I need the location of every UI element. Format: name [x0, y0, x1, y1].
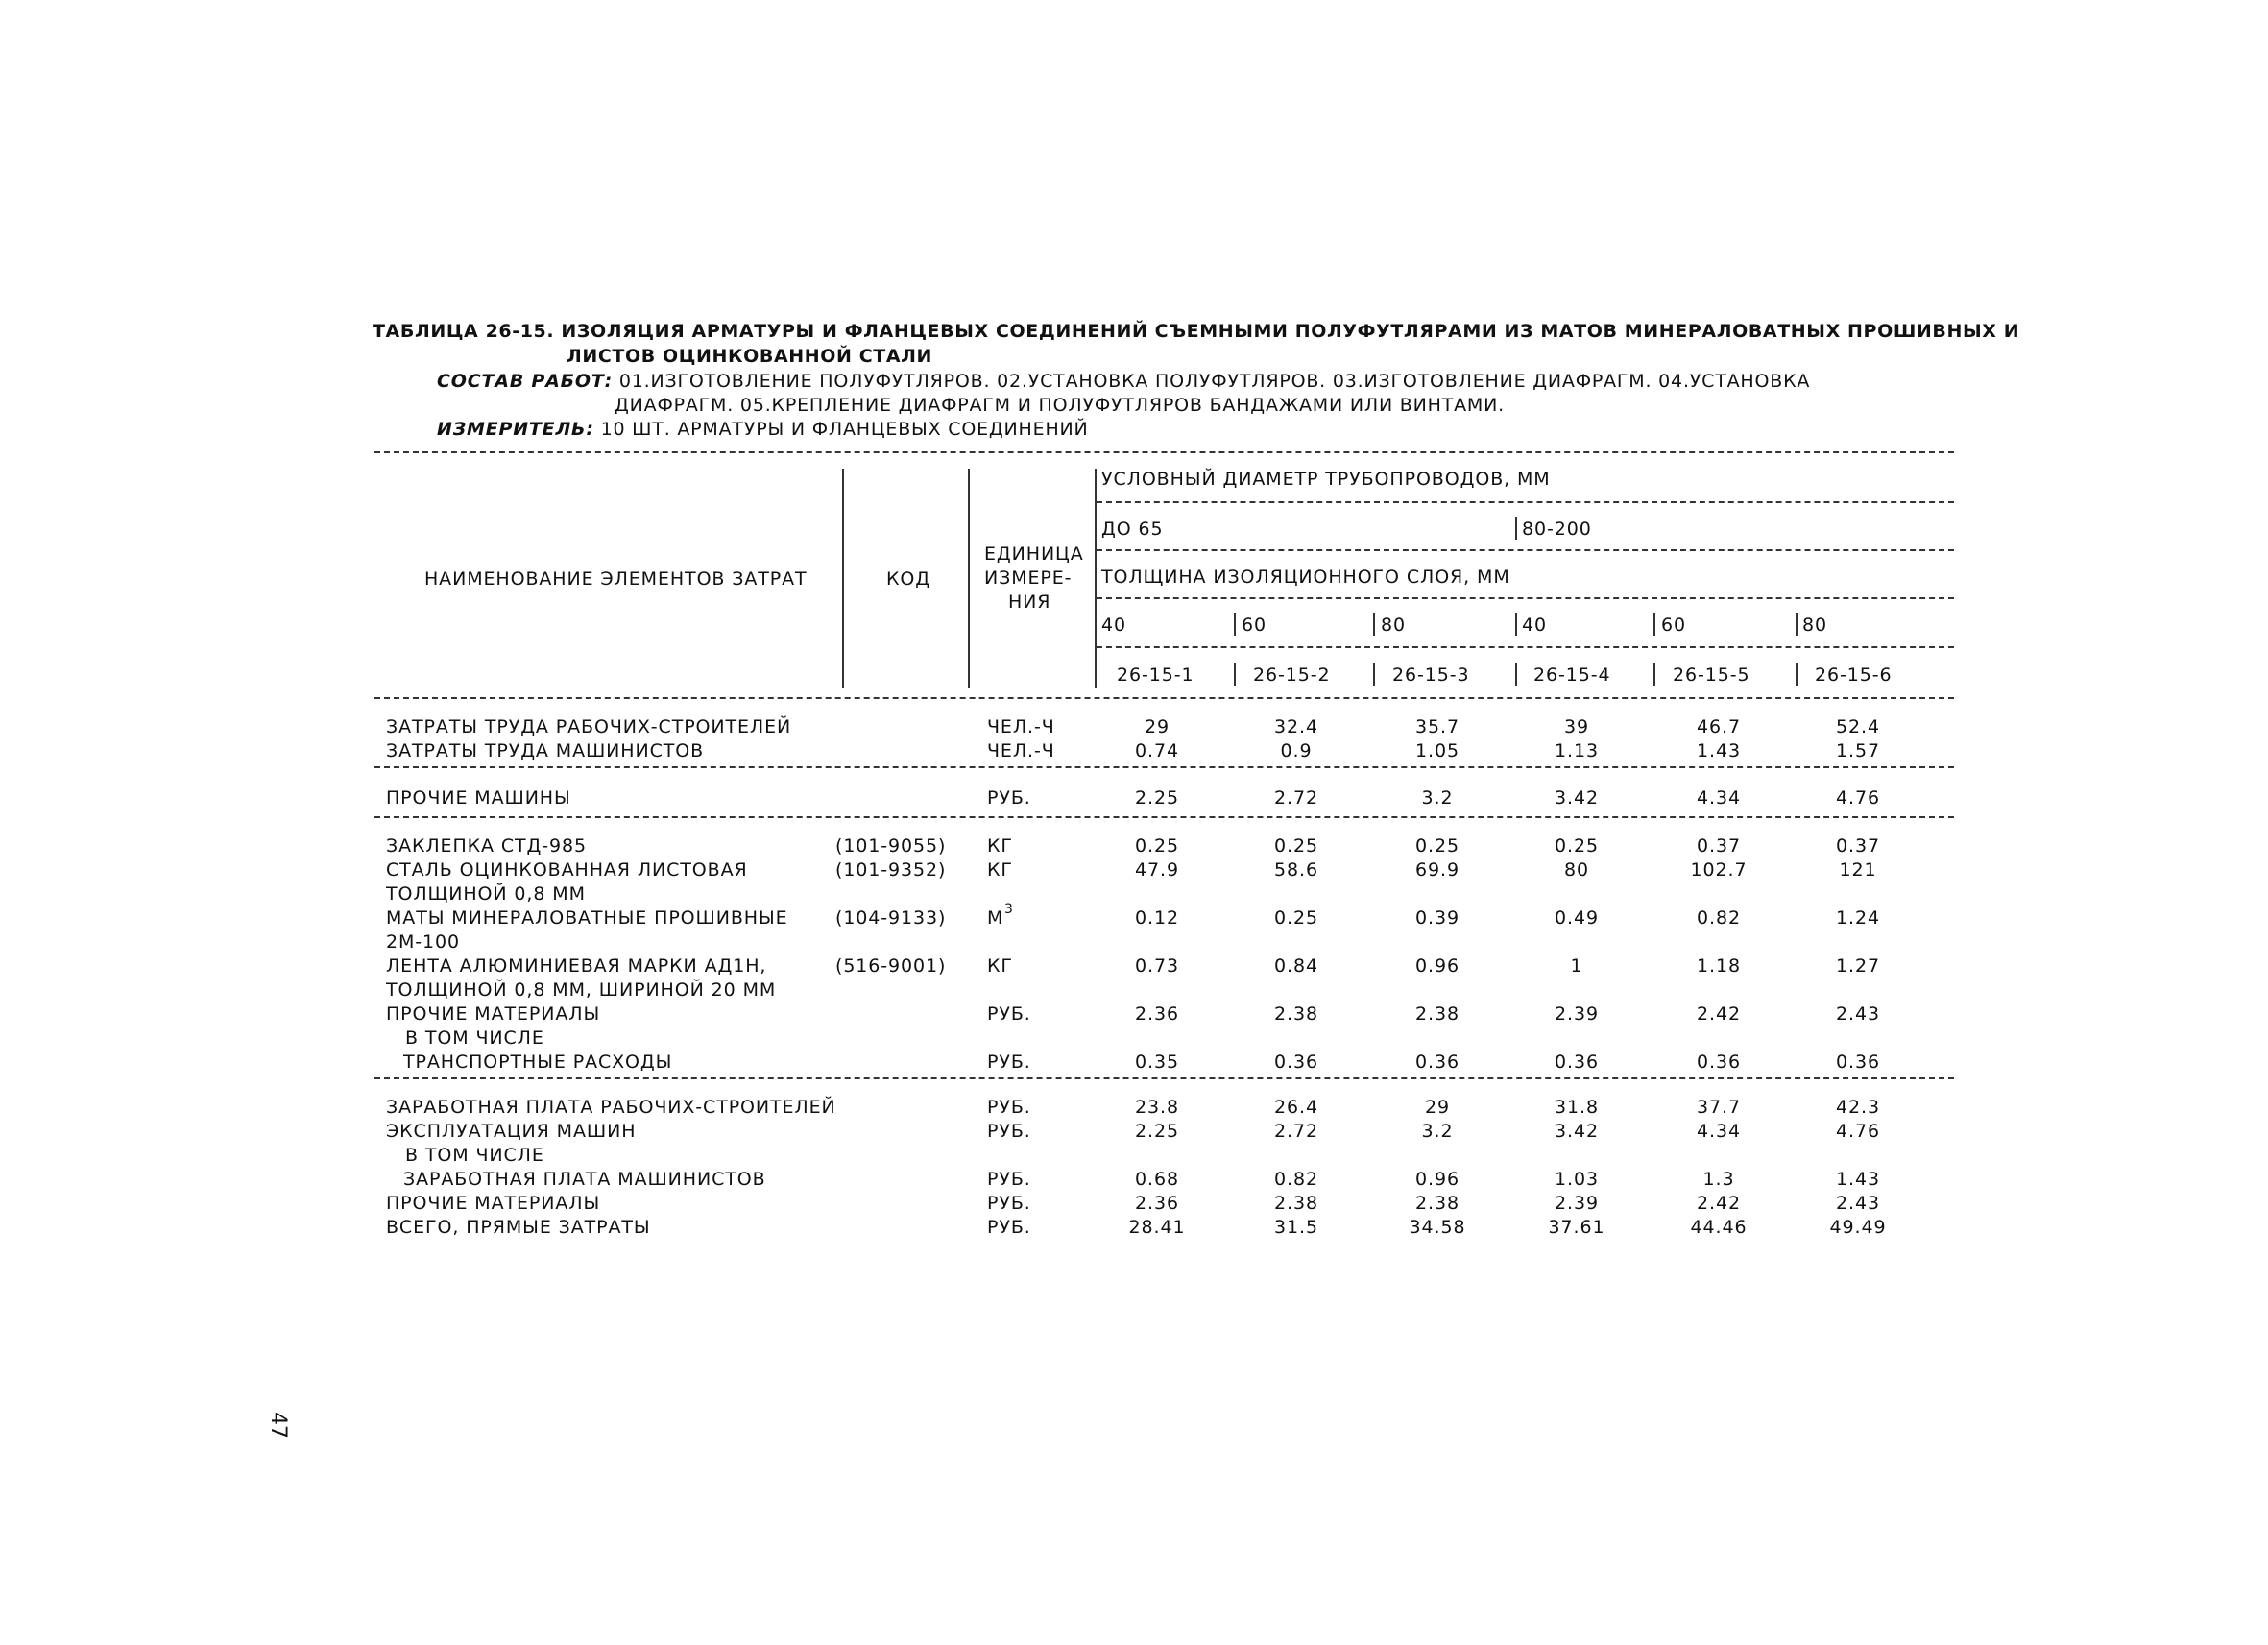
- diam-group-1: ДО 65: [1101, 519, 1164, 540]
- row-value: 121: [1839, 859, 1877, 881]
- row-name: МАТЫ МИНЕРАЛОВАТНЫЕ ПРОШИВНЫЕ: [386, 907, 788, 929]
- row-name-continued: В ТОМ ЧИСЛЕ: [405, 1028, 544, 1049]
- row-name: ЗАРАБОТНАЯ ПЛАТА МАШИНИСТОВ: [403, 1169, 766, 1190]
- table-title-continued: ЛИСТОВ ОЦИНКОВАННОЙ СТАЛИ: [567, 346, 933, 367]
- row-value: 0.49: [1555, 907, 1599, 929]
- row-value: 4.76: [1836, 1121, 1880, 1142]
- row-value: 58.6: [1274, 859, 1318, 881]
- vbar-t4: [1515, 613, 1517, 636]
- row-value: 44.46: [1690, 1217, 1748, 1238]
- col-header-unit-3: НИЯ: [1008, 592, 1051, 613]
- diameter-header: УСЛОВНЫЙ ДИАМЕТР ТРУБОПРОВОДОВ, ММ: [1101, 469, 1551, 490]
- row-value: 1.03: [1555, 1169, 1599, 1190]
- work-composition-label: СОСТАВ РАБОТ:: [437, 371, 614, 392]
- row-value: 0.36: [1697, 1052, 1741, 1073]
- row-name: ЭКСПЛУАТАЦИЯ МАШИН: [386, 1121, 637, 1142]
- row-value: 0.36: [1836, 1052, 1880, 1073]
- row-unit-sup: 3: [1004, 902, 1014, 917]
- row-value: 52.4: [1836, 716, 1880, 738]
- row-value: 0.39: [1415, 907, 1460, 929]
- row-unit: М: [987, 907, 1004, 929]
- row-value: 0.37: [1836, 835, 1880, 857]
- row-value: 0.74: [1135, 740, 1179, 762]
- page-number: 47: [266, 1412, 290, 1439]
- row-unit: РУБ.: [987, 1217, 1031, 1238]
- vbar-t5: [1653, 613, 1655, 636]
- row-value: 69.9: [1415, 859, 1460, 881]
- row-value: 0.25: [1135, 835, 1179, 857]
- row-value: 1.3: [1702, 1169, 1735, 1190]
- row-value: 0.9: [1280, 740, 1313, 762]
- row-name: ПРОЧИЕ МАТЕРИАЛЫ: [386, 1004, 601, 1025]
- rule-diam: [1097, 501, 1954, 503]
- row-value: 0.82: [1274, 1169, 1318, 1190]
- row-value: 2.38: [1274, 1193, 1318, 1214]
- row-unit: ЧЕЛ.-Ч: [987, 716, 1055, 738]
- row-value: 0.82: [1697, 907, 1741, 929]
- col-header-unit-2: ИЗМЕРЕ-: [984, 568, 1073, 589]
- rule-top: [374, 451, 1954, 453]
- rule-header-bottom: [374, 697, 1954, 699]
- row-name: ЗАРАБОТНАЯ ПЛАТА РАБОЧИХ-СТРОИТЕЛЕЙ: [386, 1097, 836, 1118]
- row-name: ЗАТРАТЫ ТРУДА РАБОЧИХ-СТРОИТЕЛЕЙ: [386, 716, 792, 738]
- row-value: 102.7: [1690, 859, 1748, 881]
- row-name-continued: ТОЛЩИНОЙ 0,8 ММ, ШИРИНОЙ 20 ММ: [386, 980, 777, 1001]
- rule-group: [1097, 549, 1954, 551]
- row-value: 39: [1564, 716, 1589, 738]
- row-value: 2.42: [1697, 1004, 1741, 1025]
- table-code-3: 26-15-3: [1392, 665, 1470, 686]
- row-value: 0.36: [1555, 1052, 1599, 1073]
- vbar-c3: [1373, 663, 1375, 686]
- row-value: 80: [1564, 859, 1589, 881]
- row-value: 29: [1425, 1097, 1450, 1118]
- row-value: 1.05: [1415, 740, 1460, 762]
- thick-4: 40: [1522, 615, 1547, 636]
- row-value: 1.18: [1697, 956, 1741, 977]
- table-code-2: 26-15-2: [1253, 665, 1331, 686]
- vbar-t6: [1796, 613, 1798, 636]
- row-value: 0.68: [1135, 1169, 1179, 1190]
- row-value: 46.7: [1697, 716, 1741, 738]
- row-value: 23.8: [1135, 1097, 1179, 1118]
- col-header-unit-1: ЕДИНИЦА: [984, 544, 1084, 565]
- row-unit: ЧЕЛ.-Ч: [987, 740, 1055, 762]
- row-value: 2.39: [1555, 1193, 1599, 1214]
- row-value: 0.36: [1415, 1052, 1460, 1073]
- row-value: 31.8: [1555, 1097, 1599, 1118]
- row-name: ВСЕГО, ПРЯМЫЕ ЗАТРАТЫ: [386, 1217, 651, 1238]
- row-name-continued: В ТОМ ЧИСЛЕ: [405, 1145, 544, 1166]
- vbar-c6: [1796, 663, 1798, 686]
- row-unit: РУБ.: [987, 1052, 1031, 1073]
- rule-vals: [1097, 646, 1954, 648]
- row-value: 2.38: [1415, 1004, 1460, 1025]
- vbar-c4: [1515, 663, 1517, 686]
- work-composition-continued: ДИАФРАГМ. 05.КРЕПЛЕНИЕ ДИАФРАГМ И ПОЛУФУТЛЯРОВ БАНДАЖАМИ ИЛИ ВИНТАМИ.: [615, 395, 1505, 416]
- vbar-c5: [1653, 663, 1655, 686]
- thickness-header: ТОЛЩИНА ИЗОЛЯЦИОННОГО СЛОЯ, ММ: [1101, 567, 1510, 588]
- row-value: 2.72: [1274, 787, 1318, 809]
- row-value: 3.2: [1421, 1121, 1454, 1142]
- row-unit: РУБ.: [987, 1193, 1031, 1214]
- row-unit: РУБ.: [987, 1097, 1031, 1118]
- col-header-name: НАИМЕНОВАНИЕ ЭЛЕМЕНТОВ ЗАТРАТ: [424, 568, 808, 590]
- row-value: 37.7: [1697, 1097, 1741, 1118]
- row-value: 2.38: [1415, 1193, 1460, 1214]
- row-value: 0.73: [1135, 956, 1179, 977]
- row-value: 29: [1145, 716, 1170, 738]
- row-value: 3.42: [1555, 1121, 1599, 1142]
- row-name: ЗАКЛЕПКА СТД-985: [386, 835, 588, 857]
- row-value: 49.49: [1829, 1217, 1887, 1238]
- row-value: 2.39: [1555, 1004, 1599, 1025]
- row-value: 47.9: [1135, 859, 1179, 881]
- row-value: 1.43: [1697, 740, 1741, 762]
- row-value: 1.57: [1836, 740, 1880, 762]
- row-unit: РУБ.: [987, 1004, 1031, 1025]
- row-value: 1.24: [1836, 907, 1880, 929]
- row-value: 2.43: [1836, 1193, 1880, 1214]
- row-value: 2.72: [1274, 1121, 1318, 1142]
- table-code-6: 26-15-6: [1815, 665, 1893, 686]
- row-unit: КГ: [987, 859, 1013, 881]
- diam-group-2: 80-200: [1522, 519, 1592, 540]
- thick-5: 60: [1661, 615, 1686, 636]
- row-value: 1.27: [1836, 956, 1880, 977]
- row-unit: РУБ.: [987, 787, 1031, 809]
- row-code: (101-9352): [835, 859, 947, 881]
- row-value: 0.25: [1274, 835, 1318, 857]
- row-value: 2.42: [1697, 1193, 1741, 1214]
- vbar-unit-data: [1095, 469, 1097, 688]
- row-value: 37.61: [1548, 1217, 1605, 1238]
- row-value: 2.25: [1135, 1121, 1179, 1142]
- row-value: 2.25: [1135, 787, 1179, 809]
- row-value: 0.37: [1697, 835, 1741, 857]
- row-value: 1.13: [1555, 740, 1599, 762]
- row-value: 0.25: [1555, 835, 1599, 857]
- row-value: 31.5: [1274, 1217, 1318, 1238]
- vbar-t3: [1373, 613, 1375, 636]
- row-value: 2.43: [1836, 1004, 1880, 1025]
- row-name: ПРОЧИЕ МАТЕРИАЛЫ: [386, 1193, 601, 1214]
- row-unit: КГ: [987, 956, 1013, 977]
- row-name-continued: ТОЛЩИНОЙ 0,8 ММ: [386, 883, 586, 905]
- row-value: 4.76: [1836, 787, 1880, 809]
- row-unit: КГ: [987, 835, 1013, 857]
- row-unit: РУБ.: [987, 1121, 1031, 1142]
- thick-6: 80: [1802, 615, 1827, 636]
- measure-unit-text: 10 ШТ. АРМАТУРЫ И ФЛАНЦЕВЫХ СОЕДИНЕНИЙ: [600, 419, 1089, 440]
- row-value: 1.43: [1836, 1169, 1880, 1190]
- row-value: 28.41: [1128, 1217, 1186, 1238]
- thick-2: 60: [1242, 615, 1267, 636]
- row-code: (101-9055): [835, 835, 947, 857]
- rule-3: [374, 1077, 1954, 1079]
- row-name: СТАЛЬ ОЦИНКОВАННАЯ ЛИСТОВАЯ: [386, 859, 748, 881]
- row-value: 0.36: [1274, 1052, 1318, 1073]
- row-value: 34.58: [1409, 1217, 1466, 1238]
- row-value: 35.7: [1415, 716, 1460, 738]
- rule-2: [374, 816, 1954, 818]
- vbar-group2: [1515, 517, 1517, 540]
- row-code: (104-9133): [835, 907, 947, 929]
- row-value: 4.34: [1697, 787, 1741, 809]
- thick-3: 80: [1381, 615, 1406, 636]
- row-value: 0.96: [1415, 1169, 1460, 1190]
- row-value: 2.36: [1135, 1193, 1179, 1214]
- row-value: 4.34: [1697, 1121, 1741, 1142]
- vbar-c2: [1234, 663, 1236, 686]
- rule-1: [374, 766, 1954, 768]
- col-header-code: КОД: [886, 568, 930, 590]
- row-value: 0.25: [1274, 907, 1318, 929]
- table-code-1: 26-15-1: [1117, 665, 1194, 686]
- row-value: 0.35: [1135, 1052, 1179, 1073]
- row-value: 0.25: [1415, 835, 1460, 857]
- vbar-t2: [1234, 613, 1236, 636]
- rule-thick: [1097, 597, 1954, 599]
- table-title: ТАБЛИЦА 26-15. ИЗОЛЯЦИЯ АРМАТУРЫ И ФЛАНЦЕВЫХ СОЕДИНЕНИЙ СЪЕМНЫМИ ПОЛУФУТЛЯРАМИ ИЗ МАТОВ МИНЕРАЛОВАТНЫХ ПРОШИВНЫХ И: [373, 321, 2020, 342]
- table-code-4: 26-15-4: [1533, 665, 1611, 686]
- row-unit: РУБ.: [987, 1169, 1031, 1190]
- row-value: 3.2: [1421, 787, 1454, 809]
- row-name: ЗАТРАТЫ ТРУДА МАШИНИСТОВ: [386, 740, 705, 762]
- vbar-name-code: [842, 469, 844, 688]
- table-code-5: 26-15-5: [1673, 665, 1750, 686]
- work-composition-text: 01.ИЗГОТОВЛЕНИЕ ПОЛУФУТЛЯРОВ. 02.УСТАНОВКА ПОЛУФУТЛЯРОВ. 03.ИЗГОТОВЛЕНИЕ ДИАФРАГМ. 04.УСТАНОВКА: [618, 371, 1811, 392]
- row-name-continued: 2М-100: [386, 931, 461, 953]
- row-value: 2.38: [1274, 1004, 1318, 1025]
- thick-1: 40: [1101, 615, 1126, 636]
- row-name: ЛЕНТА АЛЮМИНИЕВАЯ МАРКИ АД1Н,: [386, 956, 767, 977]
- row-value: 42.3: [1836, 1097, 1880, 1118]
- row-value: 26.4: [1274, 1097, 1318, 1118]
- row-value: 32.4: [1274, 716, 1318, 738]
- row-value: 0.96: [1415, 956, 1460, 977]
- row-value: 1: [1570, 956, 1583, 977]
- measure-unit: [437, 419, 1089, 440]
- row-name: ТРАНСПОРТНЫЕ РАСХОДЫ: [403, 1052, 673, 1073]
- row-value: 0.12: [1135, 907, 1179, 929]
- row-value: 2.36: [1135, 1004, 1179, 1025]
- work-composition: [437, 371, 1810, 392]
- measure-unit-label: ИЗМЕРИТЕЛЬ:: [437, 419, 594, 440]
- row-code: (516-9001): [835, 956, 947, 977]
- row-value: 0.84: [1274, 956, 1318, 977]
- vbar-code-unit: [968, 469, 970, 688]
- row-value: 3.42: [1555, 787, 1599, 809]
- row-name: ПРОЧИЕ МАШИНЫ: [386, 787, 571, 809]
